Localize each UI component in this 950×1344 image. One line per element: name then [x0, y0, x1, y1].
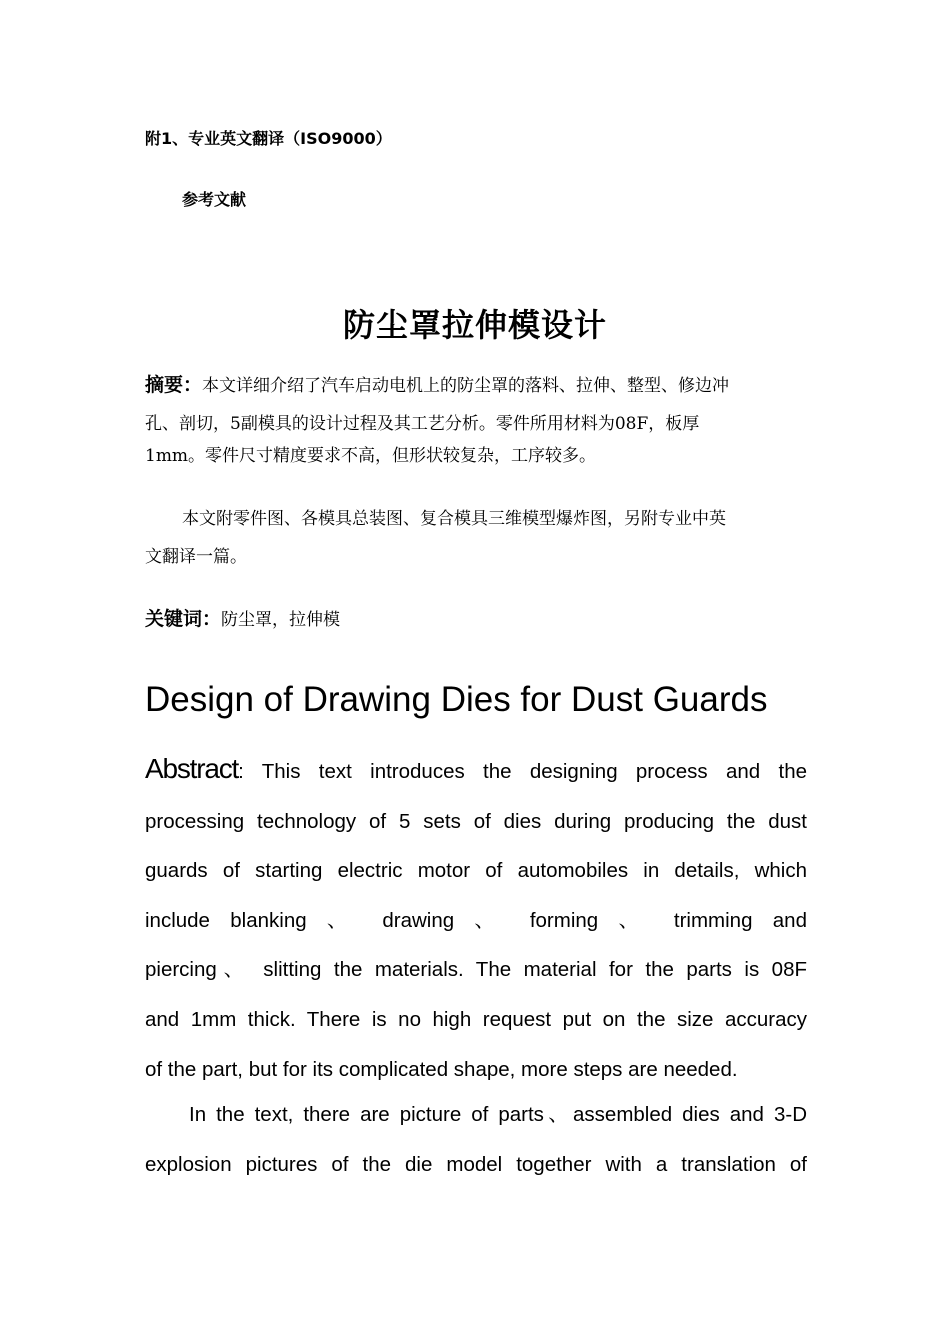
english-abstract-line-4: include blanking 、 drawing 、 forming 、 trimming and — [145, 908, 807, 932]
english-abstract-line-3: guards of starting electric motor of automobiles in details, which — [145, 859, 807, 883]
appendix-heading: 附1、专业英文翻译（ISO9000） — [145, 129, 392, 148]
english-paragraph-2 — [145, 1090, 807, 1189]
english-abstract-line-2: processing technology of 5 sets of dies during producing the dust — [145, 809, 807, 833]
chinese-abstract-line-3: 1mm。零件尺寸精度要求不高，但形状较复杂，工序较多。 — [145, 446, 597, 466]
chinese-keywords — [145, 600, 807, 639]
chinese-abstract-line-1: 摘要：本文详细介绍了汽车启动电机上的防尘罩的落料、拉伸、整型、修边冲 — [145, 374, 730, 396]
english-abstract-line-1: Abstract: This text introduces the designing process and the — [145, 753, 807, 784]
english-title: Design of Drawing Dies for Dust Guards — [145, 680, 768, 719]
chinese-keywords-label: 关键词： — [145, 608, 222, 630]
english-abstract-line-5: piercing、 slitting the materials. The material for the parts is 08F — [145, 958, 807, 982]
chinese-paragraph-2-line-1: 本文附零件图、各模具总装图、复合模具三维模型爆炸图，另附专业中英 — [182, 509, 726, 529]
chinese-paragraph-2-line-2: 文翻译一篇。 — [145, 547, 247, 567]
chinese-abstract — [145, 366, 807, 475]
english-paragraph-2-line-2: explosion pictures of the die model together with a translation of — [145, 1152, 807, 1176]
english-abstract — [145, 744, 807, 1094]
english-abstract-line-7: of the part, but for its complicated shape, more steps are needed. — [145, 1057, 738, 1081]
chinese-keywords-value: 防尘罩，拉伸模 — [221, 610, 341, 630]
chinese-title: 防尘罩拉伸模设计 — [342, 306, 607, 344]
chinese-paragraph-2 — [145, 500, 807, 576]
english-paragraph-2-line-1: In the text, there are picture of parts、assembled dies and 3-D — [189, 1103, 807, 1126]
chinese-abstract-label: 摘要： — [145, 374, 203, 396]
english-abstract-label: Abstract — [145, 753, 239, 784]
references-heading: 参考文献 — [182, 190, 247, 209]
chinese-abstract-line-2: 孔、剖切，5副模具的设计过程及其工艺分析。零件所用材料为08F，板厚 — [145, 414, 700, 434]
english-abstract-line-6: and 1mm thick. There is no high request put on the size accuracy — [145, 1007, 807, 1031]
